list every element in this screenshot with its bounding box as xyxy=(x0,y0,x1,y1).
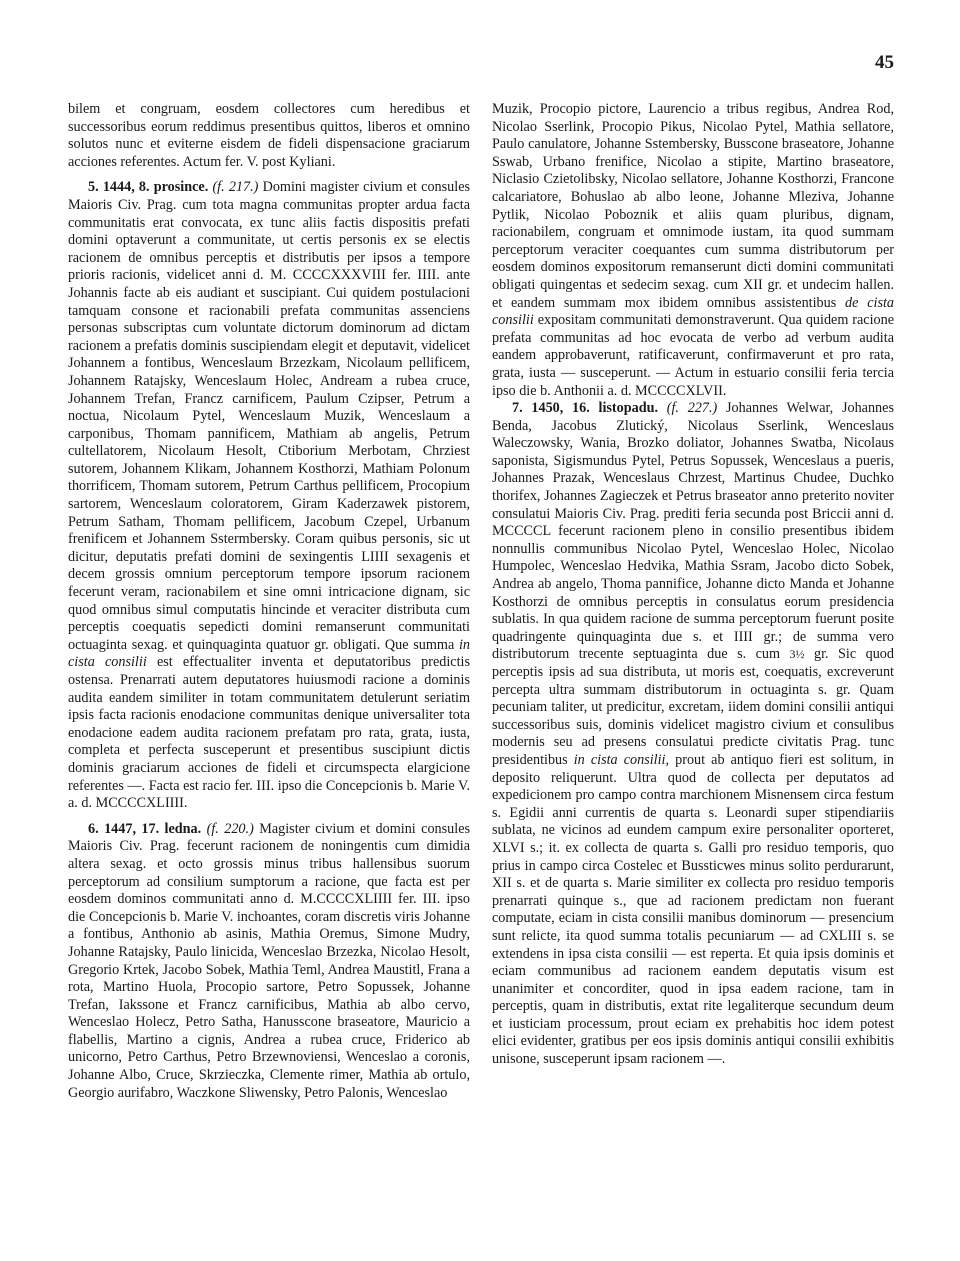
entry-5 xyxy=(68,179,470,812)
entry-5-folio-ref: (f. 217.) xyxy=(212,179,259,196)
page-number: 45 xyxy=(875,52,894,73)
entry-6-number: 6. xyxy=(88,820,99,837)
entry-7-fraction: 3½ xyxy=(789,647,805,662)
entry-7-body-a: Johannes Welwar, Johannes Benda, Jacobus Zlutický, Nicolaus Sserlink, Wenceslaus Waleczowsky, Wania, Brozko doliator, Johannes Swatba, Nicolaus saponista, Sigismundus Pytel, Petrus Sopussek, Wenceslaus a pueris, Johannes Prazak, Wenceslaus Chrzest, Martinus Chudee, Duchko thorifex, Johannes Zagieczek et Petrus braseator anno preterito noviter consulatui Maioris Civ. Prag. prediti feria secunda post Briccii anni d. MCCCCL fecerunt racionem pleno in consilio presentibus ibidem nonnullis communibus Nicolao Pytel, Wenceslao Holec, Nicolao Humpolec, Wenceslao Hedvika, Mathia Ssram, Jacobo dicto Sobek, Andrea ab angelo, Thoma pannifice, Johanne dicto Manda et Johanne Kosthorzi de omnibus perceptis in consulatus eorum presidencia sublatis. In qua quidem racione de summa perceptorum fuerunt posite quadringente quinquaginta due s. et IIII gr.; de summa vero distributorum trecente septuaginta due s. cum xyxy=(492,400,894,663)
entry-7-body-c: prout ab antiquo fieri est solitum, in deposito reliquerunt. Ultra quod de collecta per deputatos ad expedicionem pro campo contra marchionem Misnensem circa festum s. Egidii anni currentis de quarta s. Leonardi super stipendiariis sublata, ne vicinos ad eundem campum exire personaliter oporteret, XLVI s.; it. ex collecta de quarta s. Galli pro residuo temporis, quo prius in campo circa Costelec et Bussticwes minus solito perdurarunt, XII s. et de quarta s. Marie similiter ex collecta pro residuo temporis prenarrati quinque s., que ad racionem predictam non fuerant computate, eciam in cista consilii manibus dominorum — presencium sunt relicte, ita quod summa totalis pecuniarum — ad CXLIII s. se extendens in ipsa cista consilii — est reperta. Et quia ipsis dominis et eciam communibus ad racionem eandem deputatis visum est unanimiter et concorditer, quod in ipsa eadem racione, tam in perceptis, quam in distributis, extat rite legaliterque secundum deum et iusticiam processum, prout eciam ex prehabitis hoc idem potest elici evidenter, gratibus per eos ipsis dominis antiqui consilii exhibitis unisone, susceperunt ipsam racionem —. xyxy=(492,751,895,1068)
entry-5-date: 1444, 8. prosince. xyxy=(102,179,209,196)
entry-6-date: 1447, 17. ledna. xyxy=(104,820,202,837)
entry-7-body-b: gr. Sic quod perceptis ipsis ad sua distributa, ut moris est, coequatis, excreverunt percepta ultra summam distributorum in octuaginta s. gr. Quam pecuniam taliter, ut predicitur, excretam, iidem domini consilii antiqui successoribus suis, dominis videlicet magistro civium et consulibus modernis seu ad presens consulatui predicte civitatis Prag. tunc presidentibus xyxy=(492,646,894,768)
left-column xyxy=(68,101,470,1102)
entry-5-number: 5. xyxy=(88,179,99,196)
entry-7-number: 7. xyxy=(512,400,523,417)
entry-6-cont-italic: de cista consilii xyxy=(492,294,895,329)
entry-6-body: Magister civium et domini consules Maioris Civ. Prag. fecerunt racionem de noningentis cum dimidia altera sexag. et octo grossis minus tribus hallensibus suorum perceptorum ad consilium sumptorum a racione, que facta est per eosdem dominos communitati anno d. M.CCCCXLIIII fer. III. ipso die Concepcionis b. Marie V. inchoantes, coram discretis viris Johanne a fontibus, Anthonio ab asinis, Mathia Oremus, Simone Mudry, Johanne Ratajsky, Paulo linicida, Wenceslao Brzezka, Nicolao Hesolt, Gregorio Krtek, Jacobo Sobek, Mathia Teml, Andrea Maustitl, Frana a rota, Martino Huola, Procopio sartore, Petro Sopussek, Johanne Trefan, Iakssone et Francz carnificibus, Mathia ab albo cervo, Wenceslao Holecz, Petro Satha, Hanusscone braseatore, Mauricio a flabellis, Martino a cignis, Andrea a rubea cruce, Friderico ab unicorno, Petro Carthus, Petro Brzewnoviensi, Wenceslao a coronis, Johanne Albo, Cruce, Skrzieczka, Clemente rimer, Mathia ab ortulo, Georgio aurifabro, Waczkone Sliwensky, Petro Palonis, Wenceslao xyxy=(68,820,471,1101)
right-column xyxy=(492,101,894,1069)
entry-7 xyxy=(492,400,894,1069)
entry-5-italic: in cista consilii xyxy=(68,636,470,671)
entry-7-date: 1450, 16. listopadu. xyxy=(531,400,659,417)
entry-6-folio-ref: (f. 220.) xyxy=(206,820,254,837)
entry-7-folio-ref: (f. 227.) xyxy=(666,400,718,417)
entry-6-cont-a: Muzik, Procopio pictore, Laurencio a tribus regibus, Andrea Rod, Nicolao Sserlink, Procopio Pikus, Nicolao Pytel, Mathia sellatore, Paulo canulatore, Johanne Sstembersky, Busscone braseatore, Johanne Sswab, Urbano frenifice, Nicolao a stipite, Martino braseatore, Niclasio Czietolibsky, Nicolao sellatore, Johanne Kosthorzi, Francone calcariatore, Bohuslao ab albo leone, Johanne Mleziva, Johanne Pytlik, Nicolao Poboznik et aliis quam pluribus, dignam, racionabilem, congruam et omnimode iustam, ita quod summam perceptorum veraciter coequantes cum summa distributorum per eosdem dominos expositorum remanserunt dicti domini communitati obligati quingentas et sedecim sexag. cum XII gr. et undecim hallen. et eandem summam mox ibidem omnibus assistentibus xyxy=(492,101,894,311)
entry-5-body-b: est effectualiter inventa et deputatoribus predictis ostensa. Prenarrati autem deputatores huiusmodi racione a dominis audita eandem similiter in totam communitatem detulerunt seriatim ipsis facta racionis enodacione communitas denique universaliter tota enodacione eadem audita racionem prefatam pro rata, grata, iusta, completa et perfecta susceperunt et presentibus suscipiunt dictis dominis graciarum acciones de fideli et circumspecta elargicione referentes —. Facta est racio fer. III. ipso die Concepcionis b. Marie V. a. d. MCCCCXLIIII. xyxy=(68,654,470,812)
entry-6-continuation xyxy=(492,101,894,400)
entry-7-italic: in cista consilii, xyxy=(573,751,670,768)
entry-6 xyxy=(68,821,470,1103)
paragraph-continuation: bilem et congruam, eosdem collectores cum heredibus et successoribus eorum reddimus presentibus quittos, liberos et omnino solutos nunc et eviterne eisdem de fideli dispensacione graciarum acciones referentes. Actum fer. V. post Kyliani. xyxy=(68,101,470,170)
entry-6-cont-b: expositam communitati demonstraverunt. Qua quidem racione prefata communitas ad hoc evocata de verbo ad verbum audita eandem approbaverunt, ratificaverunt, confirmaverunt et pro rata, grata, iusta — susceperunt. — Actum in estuario consilii feria tercia ipso die b. Anthonii a. d. MCCCCXLVII. xyxy=(492,312,895,399)
entry-5-body-a: Domini magister civium et consules Maioris Civ. Prag. cum tota magna communitas propter ardua facta communitatis erat convocata, ex tunc aliis factis dispositis prefati domini optaverunt a communitate, ut certis personis ex se electis racionem de omnibus perceptis et distributis per ipsos a tempore prioris racionis, videlicet anni d. M. CCCCXXXVIII fer. IIII. ante Johannis facte ab eis audiant et suscipiant. Cui quidem postulacioni tamquam consone et racionabili prefata communitas assenciens personas subscriptas cum voluntate dictorum dominorum ad dictam racionem a prefatis dominis suscipiendam elegit et deputavit, videlicet Johannem a fontibus, Wenceslaum Brzezkam, Nicolaum pellificem, Johannem Ratajsky, Wenceslaum Holec, Andream a rubea cruce, Johannem Trefan, Francz carnificem, Paulum Czipser, Petrum a noctua, Nicolaum Pytel, Wenceslaum Muzik, Wenceslaum a carponibus, Thomam pannificem, Mathiam ab angelis, Petrum cultellatorem, Nicolaum Hesolt, Ctiborium Merbotam, Chrziest sutorem, Johannem Klikam, Johannem Kosthorzi, Mathiam Polonum thorrificem, Thomam sutorem, Petrum Carthus pellificem, Procopium sartorem, Wenceslaum coloratorem, Giram Kaderzawek pistorem, Petrum Satham, Thomam pellificem, Jacobum Czepel, Urbanum frenificem et Johannem Sstermbersky. Coram quibus personis, sic ut dicitur, deputatis prefati domini de sexingentis LIIII sexagenis et decem grossis omnium perceptorum tempore ipsorum racionem fecerunt veram, racionabilem et sine omni intricacione dignam, sic quod omnibus simul computatis hincinde et veraciter distributa cum perceptis coequatis sepedicti domini remanserunt communitati octuaginta sexag. et quinquaginta quatuor gr. obligati. Que summa xyxy=(68,179,471,653)
